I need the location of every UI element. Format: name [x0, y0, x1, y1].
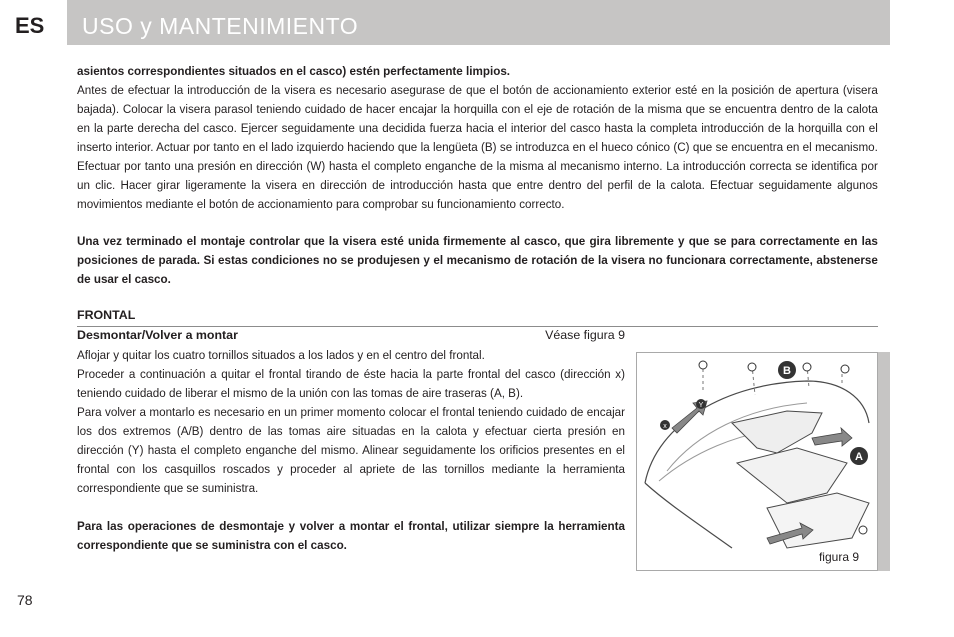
section-paragraph: Aflojar y quitar los cuatro tornillos situados a los lados y en el centro del frontal. — [77, 348, 485, 362]
section-body — [77, 346, 625, 555]
label-a: A — [855, 451, 863, 463]
section-divider — [77, 326, 878, 327]
bold-note: Para las operaciones de desmontaje y volver a montar el frontal, utilizar siempre la herramienta correspondiente que se suministra con el casco. — [77, 519, 626, 552]
language-code: ES — [15, 13, 45, 38]
section-title: FRONTAL — [77, 308, 136, 322]
figure-caption: figura 9 — [818, 550, 859, 564]
section-paragraph: Para volver a montarlo es necesario en un primer momento colocar el frontal teniendo cuidado de encajar los dos extremos (A/B) dentro de las tomas aire situadas en la calota y efectuar cierta presión en dirección (Y) hasta el completo enganche del mismo. Alinear seguidamente los orificios presentes en el frontal con los casquillos roscados y proceder al apriete de las tornillos mediante la herramienta correspondiente que se suministra. — [77, 405, 626, 495]
figure-side-band — [878, 352, 890, 571]
intro-bold-lead: asientos correspondientes situados en el casco) estén perfectamente limpios. — [77, 64, 511, 78]
figure-reference: Véase figura 9 — [545, 328, 625, 342]
label-b: B — [783, 365, 791, 377]
intro-paragraph — [77, 62, 878, 214]
label-x: x — [663, 423, 667, 430]
subheading: Desmontar/Volver a montar — [77, 328, 238, 342]
page-title: USO y MANTENIMIENTO — [82, 13, 359, 39]
section-paragraph: Proceder a continuación a quitar el frontal tirando de éste hacia la parte frontal del casco (dirección x) teniendo cuidado de liberar el mismo de la unión con las tomas de aire traseras (A, B). — [77, 367, 626, 400]
warning-paragraph: Una vez terminado el montaje controlar que la visera esté unida firmemente al casco, que gira libremente y que se para correctamente en las posiciones de parada. Si estas condiciones no se produjesen y el mecanismo de rotación de la visera no funcionara correctamente, abstenerse de usar el casco. — [77, 234, 878, 286]
page-number: 78 — [17, 592, 33, 608]
intro-text: Antes de efectuar la introducción de la visera es necesario asegurase de que el botón de accionamiento exterior esté en la posición de apertura (visera bajada). Colocar la visera parasol teniendo cuidado de hacer encajar la horquilla con el eje de rotación de la misma que se encuentra dentro de la calota en la parte derecha del casco. Ejercer seguidamente una decidida fuerza hacia el interior del casco hasta la completa introducción de la horquilla con el inserto interior. Actuar por tanto en el lado izquierdo haciendo que la lengüeta (B) se introduzca en el hueco cónico (C) que se encuentra en el mecanismo. Efectuar por tanto una presión en dirección (W) hasta el completo enganche de la misma al mecanismo interno. La introducción correcta se identifica por un clic. Hacer girar ligeramente la visera en dirección de introducción hasta que entre dentro del perfil de la calota. Efectuar seguidamente algunos movimientos mediante el botón de accionamiento para comprobar su funcionamiento correcto. — [77, 83, 878, 211]
label-y: Y — [698, 402, 704, 409]
figure-9 — [636, 352, 878, 571]
helmet-illustration — [637, 353, 877, 553]
